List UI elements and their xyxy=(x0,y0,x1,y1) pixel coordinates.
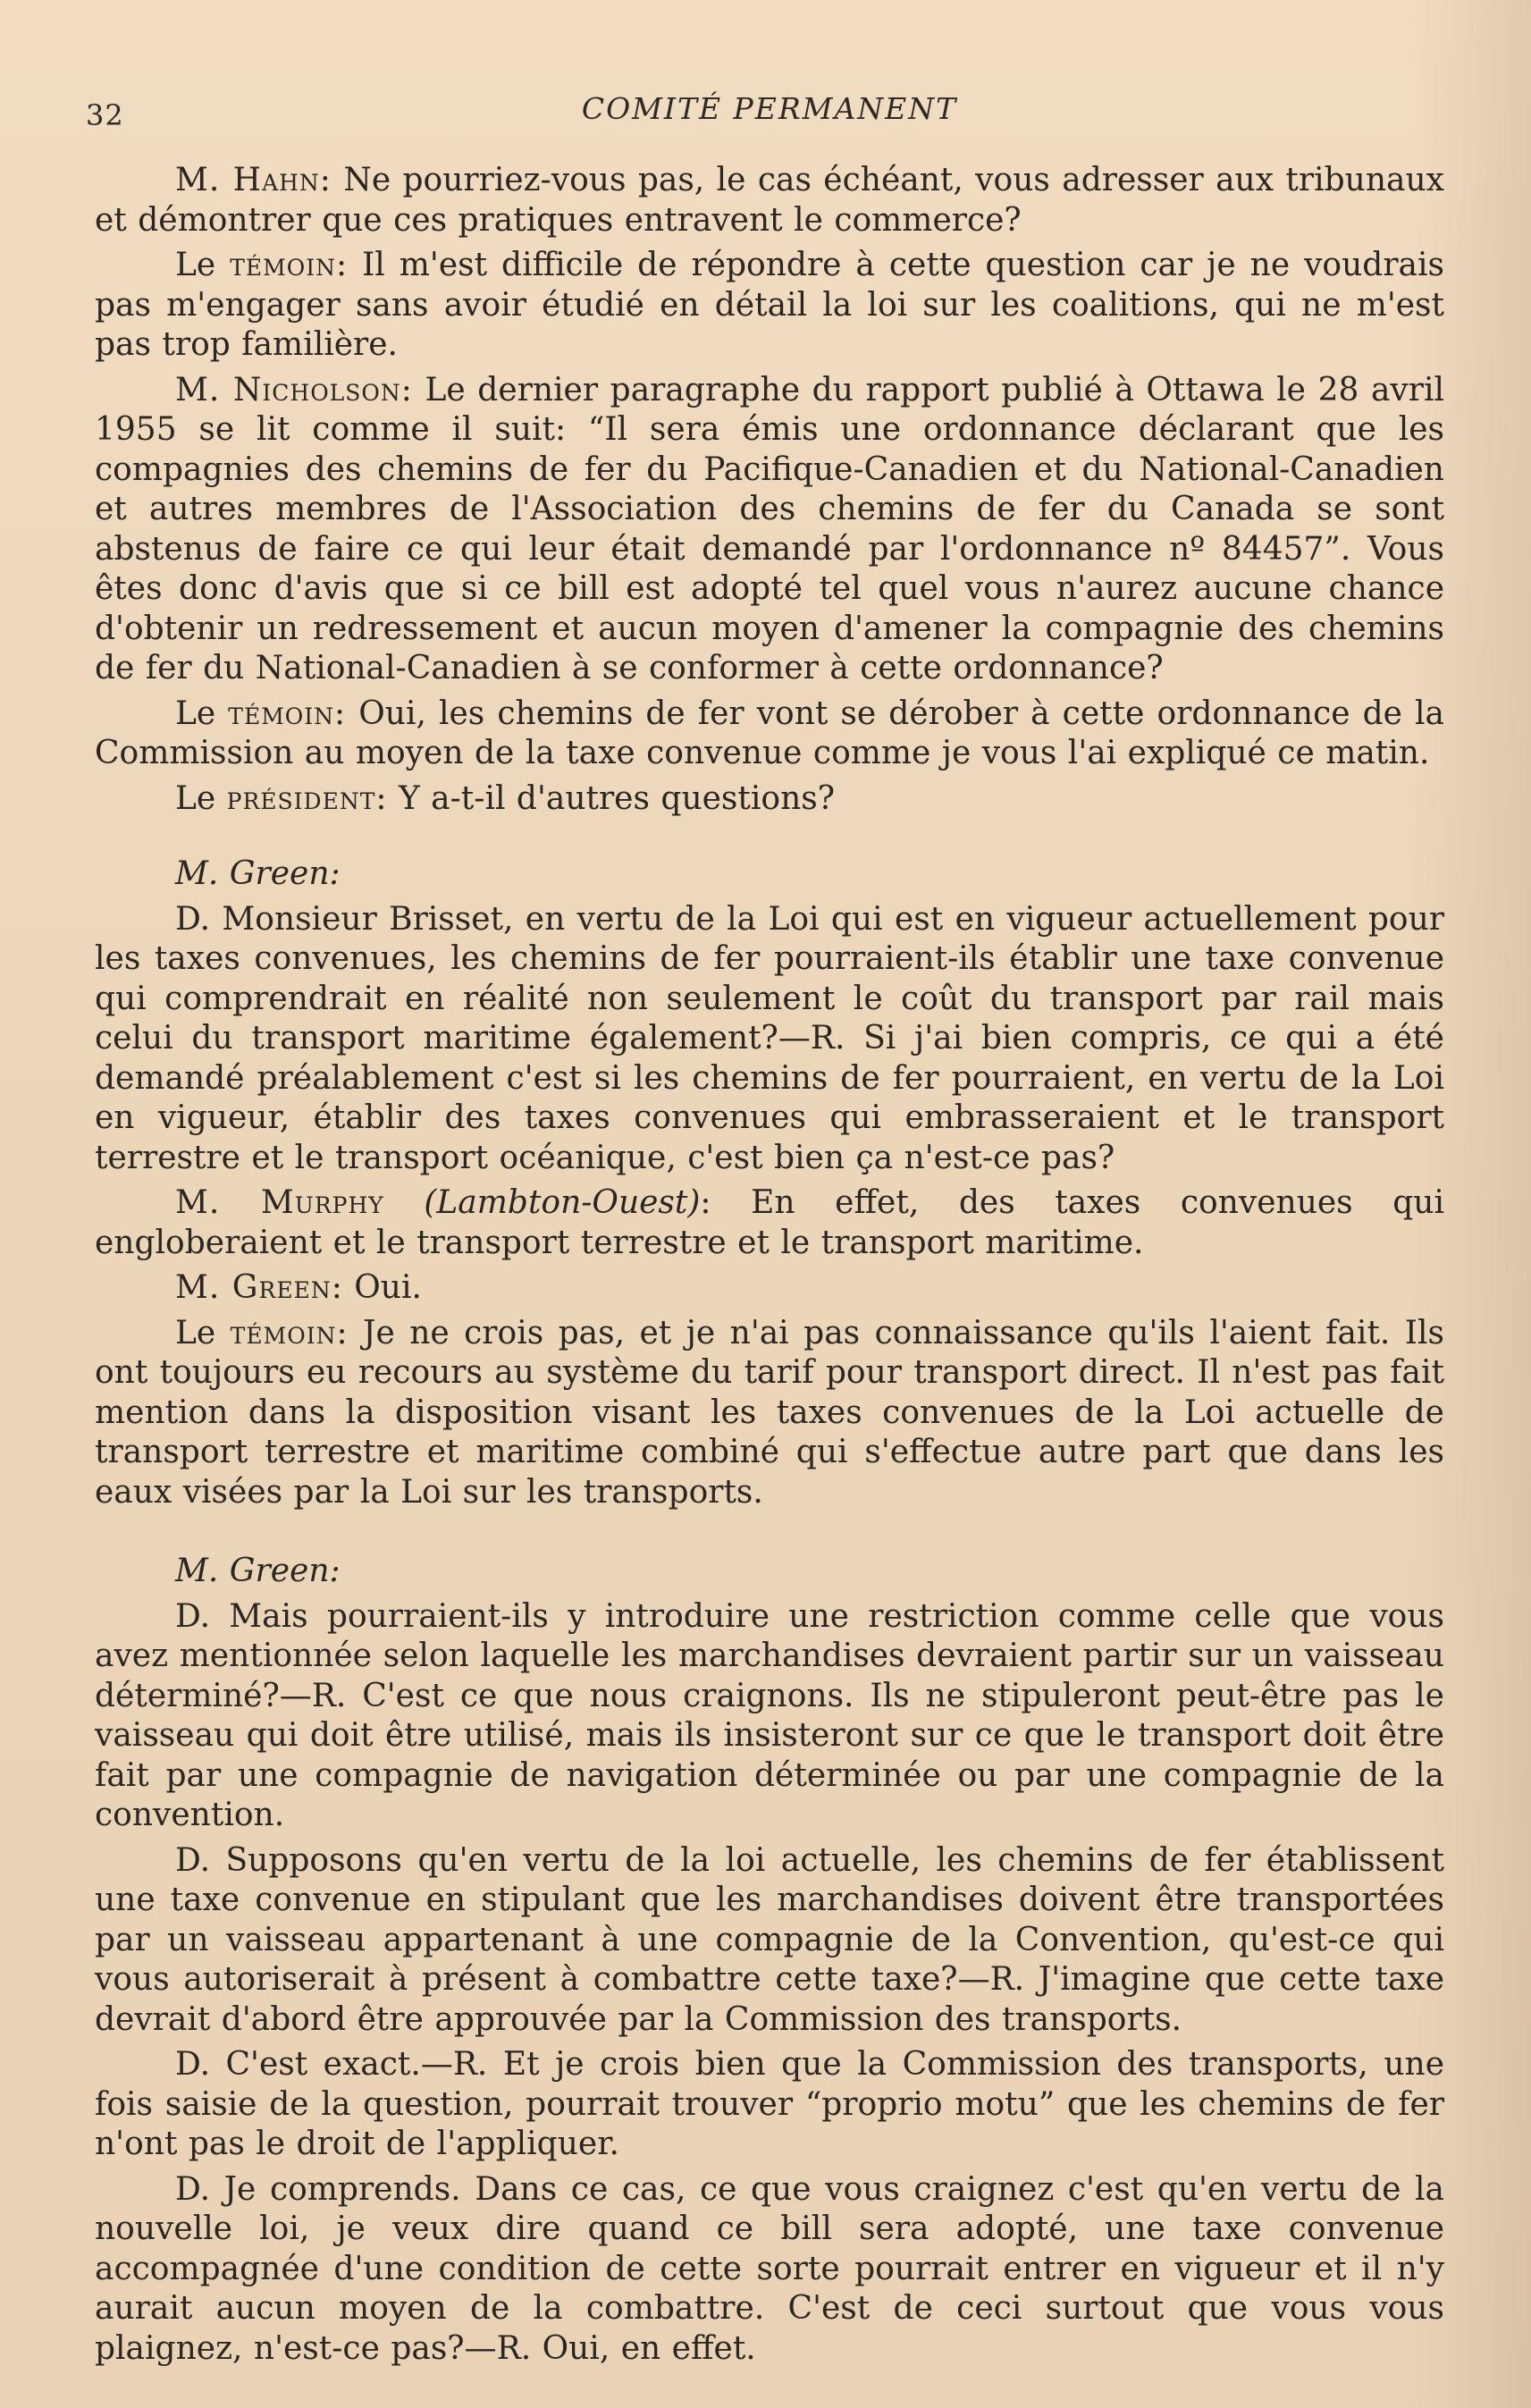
qa-paragraph: D. Je comprends. Dans ce cas, ce que vous craignez c'est qu'en vertu de la nouvelle loi, je veux dire quand ce bill sera adopté, une taxe convenue accompagnée d'une condition de cette sorte pourrait entrer en vigueur et il n'y aurait aucun moyen de la combattre. C'est de ceci surtout que vous vous plaignez, n'est-ce pas?—R. Oui, en effet. xyxy=(95,2170,1444,2367)
paragraph-text: Ne pourriez-vous pas, le cas échéant, vous adresser aux tribunaux et démontrer que ces pratiques entravent le commerce? xyxy=(95,162,1444,239)
speaker-name: M. Murphy xyxy=(175,1184,384,1221)
paragraph-text: Il m'est difficile de répondre à cette question car je ne voudrais pas m'engager sans avoir étudié en détail la loi sur les coalitions, qui ne m'est pas trop familière. xyxy=(95,247,1444,363)
paragraph-text: Oui. xyxy=(342,1269,422,1306)
paragraph-text: Oui, les chemins de fer vont se dérober à cette ordonnance de la Commission au moyen de la taxe convenue comme je vous l'ai expliqué ce matin. xyxy=(95,695,1444,771)
speaker-name: M. Green: xyxy=(175,1269,343,1306)
paragraph-green-oui xyxy=(95,1268,1444,1309)
speaker-name: M. Nicholson: xyxy=(175,371,413,408)
section-heading-green-1: M. Green: xyxy=(175,855,341,892)
paragraph-witness-1 xyxy=(95,246,1444,366)
speaker-name: témoin: xyxy=(228,695,347,732)
page-body xyxy=(95,161,1444,2374)
qa-paragraph: D. Supposons qu'en vertu de la loi actuelle, les chemins de fer établissent une taxe convenue en stipulant que les marchandises doivent être transportées par un vaisseau appartenant à une compagnie de la Convention, qu'est-ce qui vous autoriserait à présent à combattre cette taxe?—R. J'imagine que cette taxe devrait d'abord être approuvée par la Commission des transports. xyxy=(95,1841,1444,2038)
paragraph-text: : En effet, des taxes convenues qui engloberaient et le transport terrestre et le transport maritime. xyxy=(95,1184,1444,1261)
qa-paragraph: D. C'est exact.—R. Et je crois bien que la Commission des transports, une fois saisie de la question, pourrait trouver “proprio motu” que les chemins de fer n'ont pas le droit de l'appliquer. xyxy=(95,2046,1444,2162)
question-brisset: D. Monsieur Brisset, en vertu de la Loi qui est en vigueur actuellement pour les taxes convenues, les chemins de fer pourraient-ils établir une taxe convenue qui comprendrait en réalité non seulement le coût du transport par rail mais celui du transport maritime également?—R. Si j'ai bien compris, ce qui a été demandé préalablement c'est si les chemins de fer pourraient, en vertu de la Loi en vigueur, établir des taxes convenues qui embrasseraient et le transport terrestre et le transport océanique, c'est bien ça n'est-ce pas? xyxy=(95,900,1444,1176)
paragraph-text: Je ne crois pas, et je n'ai pas connaissance qu'ils l'aient fait. Ils ont toujours eu recours au système du tarif pour transport direct. Il n'est pas fait mention dans la disposition visant les taxes convenues de la Loi actuelle de transport terrestre et maritime combiné qui s'effectue autre part que dans les eaux visées par la Loi sur les transports. xyxy=(95,1314,1445,1511)
speaker-name: président: xyxy=(226,779,388,817)
speaker-prefix: Le xyxy=(175,779,227,817)
paragraph-witness-3 xyxy=(95,1314,1444,1513)
speaker-prefix: Le xyxy=(175,695,229,732)
page-header xyxy=(86,91,1453,136)
speaker-name: témoin: xyxy=(230,1314,349,1351)
speaker-name: M. Hahn: xyxy=(175,162,332,198)
paragraph-text: Y a-t-il d'autres questions? xyxy=(387,779,836,817)
paragraph-nicholson xyxy=(95,371,1444,689)
page-number: 32 xyxy=(86,98,124,132)
speaker-prefix: Le xyxy=(175,1314,231,1351)
paragraph-hahn xyxy=(95,161,1444,240)
running-title: COMITÉ PERMANENT xyxy=(581,91,958,126)
speaker-riding: (Lambton-Ouest) xyxy=(424,1184,701,1221)
paragraph-witness-2 xyxy=(95,695,1444,774)
speaker-name: témoin: xyxy=(230,247,349,283)
paragraph-text: Le dernier paragraphe du rapport publié à Ottawa le 28 avril 1955 se lit comme il suit: “Il sera émis une ordonnance déclarant que les compagnies des chemins de fer du Pacifique-Canadien et du National-Canadien et autres membres de l'Association des chemins de fer du Canada se sont abstenus de faire ce qui leur était demandé par l'ordonnance nº 84457”. Vous êtes donc d'avis que si ce bill est adopté tel quel vous n'aurez aucune chance d'obtenir un redressement et aucun moyen d'amener la compagnie des chemins de fer du National-Canadien à se conformer à cette ordonnance? xyxy=(95,371,1444,686)
paragraph-president xyxy=(95,779,1444,820)
qa-paragraph: D. Mais pourraient-ils y introduire une restriction comme celle que vous avez mentionnée selon laquelle les marchandises devraient partir sur un vaisseau déterminé?—R. C'est ce que nous craignons. Ils ne stipuleront peut-être pas le vaisseau qui doit être utilisé, mais ils insisteront sur ce que le transport doit être fait par une compagnie de navigation déterminée ou par une compagnie de la convention. xyxy=(95,1597,1444,1833)
paragraph-murphy xyxy=(95,1183,1444,1263)
section-heading-green-2: M. Green: xyxy=(175,1553,341,1589)
speaker-prefix: Le xyxy=(175,247,231,283)
